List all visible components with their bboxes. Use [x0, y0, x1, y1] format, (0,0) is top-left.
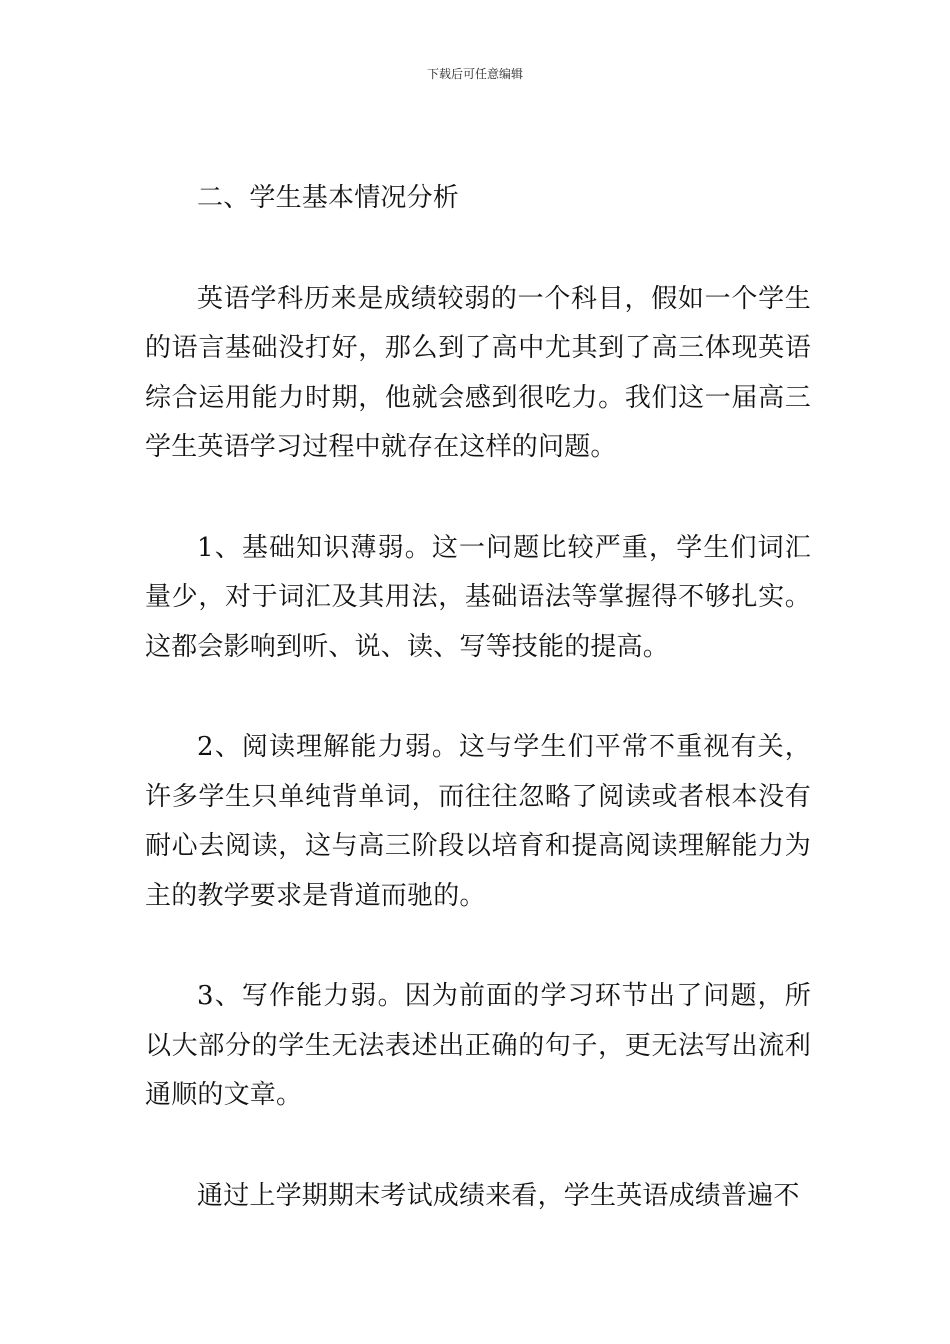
paragraph-point-2: 2、阅读理解能力弱。这与学生们平常不重视有关，许多学生只单纯背单词，而往往忽略了阅读或者根本没有耐心去阅读，这与高三阶段以培育和提高阅读理解能力为主的教学要求是背道而驰的。: [145, 732, 811, 911]
page-header: 下载后可任意编辑: [426, 67, 523, 81]
paragraph-conclusion: 通过上学期期末考试成绩来看，学生英语成绩普遍不: [197, 1180, 800, 1211]
paragraph-point-3: 3、写作能力弱。因为前面的学习环节出了问题，所以大部分的学生无法表述出正确的句子，更无法写出流利通顺的文章。: [145, 981, 811, 1110]
paragraph-intro: 英语学科历来是成绩较弱的一个科目，假如一个学生的语言基础没打好，那么到了高中尤其到了高三体现英语综合运用能力时期，他就会感到很吃力。我们这一届高三学生英语学习过程中就存在这样的问题。: [145, 283, 811, 462]
paragraph-point-1: 1、基础知识薄弱。这一问题比较严重，学生们词汇量少，对于词汇及其用法，基础语法等掌握得不够扎实。这都会影响到听、说、读、写等技能的提高。: [145, 532, 811, 662]
section-heading: 二、学生基本情况分析: [197, 183, 460, 213]
document-body: [145, 174, 811, 1221]
